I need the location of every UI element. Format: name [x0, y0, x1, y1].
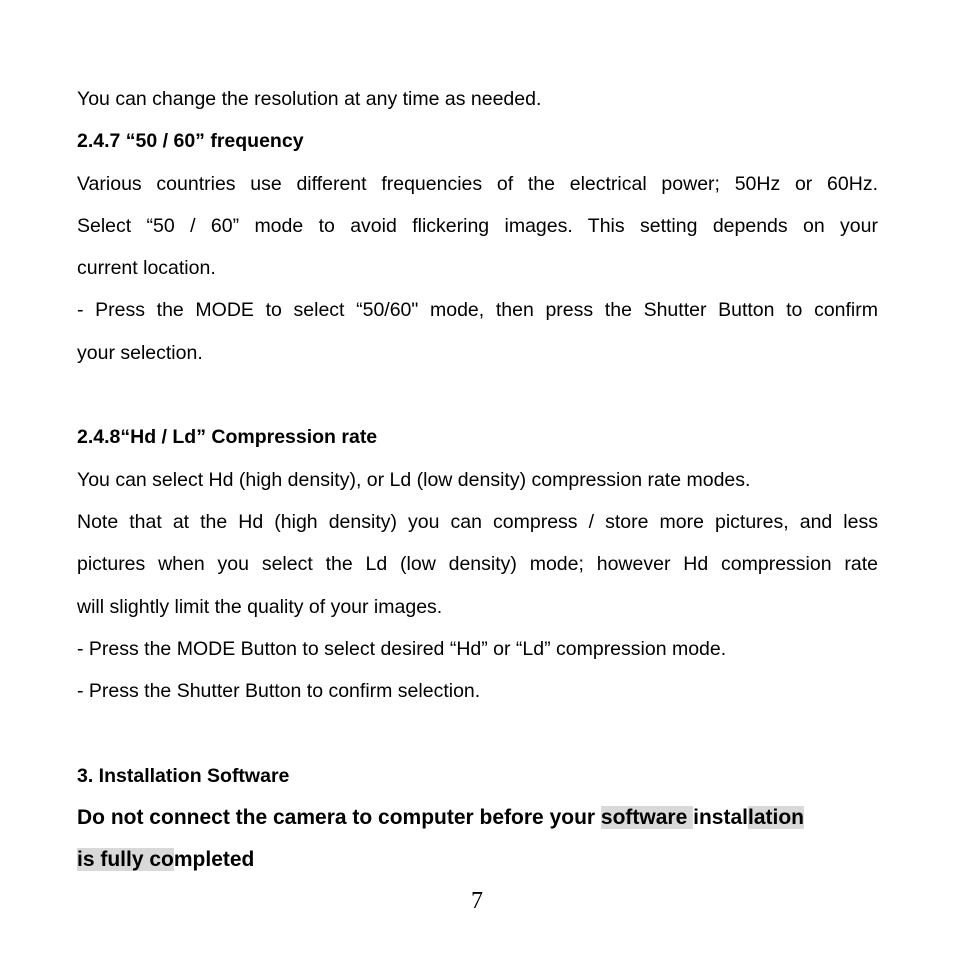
warning-text-highlight: software [600, 806, 694, 830]
section-248-paragraph-line: Note that at the Hd (high density) you can compress / store more pictures, and less [77, 510, 878, 533]
installation-warning-line [77, 839, 878, 881]
section-247-instruction-line: - Press the MODE to select “50/60" mode, then press the Shutter Button to confirm [77, 299, 878, 322]
installation-warning-line [77, 797, 878, 839]
page-number: 7 [471, 888, 483, 914]
warning-text-highlight: lation [747, 806, 804, 830]
warning-text-plain: mpleted [173, 848, 255, 872]
section-248-paragraph-line: You can select Hd (high density), or Ld (low density) compression rate modes. [77, 468, 751, 491]
warning-text-plain: instal [693, 806, 748, 830]
section-247-paragraph-line: Various countries use different frequencies of the electrical power; 50Hz or 60Hz. [77, 172, 878, 195]
section-248-paragraph-line: pictures when you select the Ld (low density) mode; however Hd compression rate [77, 553, 878, 576]
spacer [77, 712, 878, 754]
section-247-heading: 2.4.7 “50 / 60” frequency [77, 130, 304, 153]
section-247-instruction-line: your selection. [77, 341, 203, 364]
section-248-heading: 2.4.8“Hd / Ld” Compression rate [77, 426, 378, 449]
section-248-instruction-line: - Press the MODE Button to select desired “Hd” or “Ld” compression mode. [77, 637, 727, 660]
section-247-paragraph-line: current location. [77, 257, 216, 280]
resolution-note: You can change the resolution at any time as needed. [77, 88, 542, 110]
warning-text-highlight: is fully co [77, 848, 174, 872]
spacer [77, 374, 878, 416]
document-page [77, 78, 878, 882]
section-247-paragraph-line: Select “50 / 60” mode to avoid flickering images. This setting depends on your [77, 214, 878, 237]
section-248-paragraph-line: will slightly limit the quality of your images. [77, 595, 443, 618]
section-3-heading: 3. Installation Software [77, 764, 290, 787]
warning-text [77, 797, 804, 839]
section-248-instruction-line: - Press the Shutter Button to confirm selection. [77, 680, 481, 703]
warning-text-plain: Do not connect the camera to computer before your [77, 806, 601, 830]
